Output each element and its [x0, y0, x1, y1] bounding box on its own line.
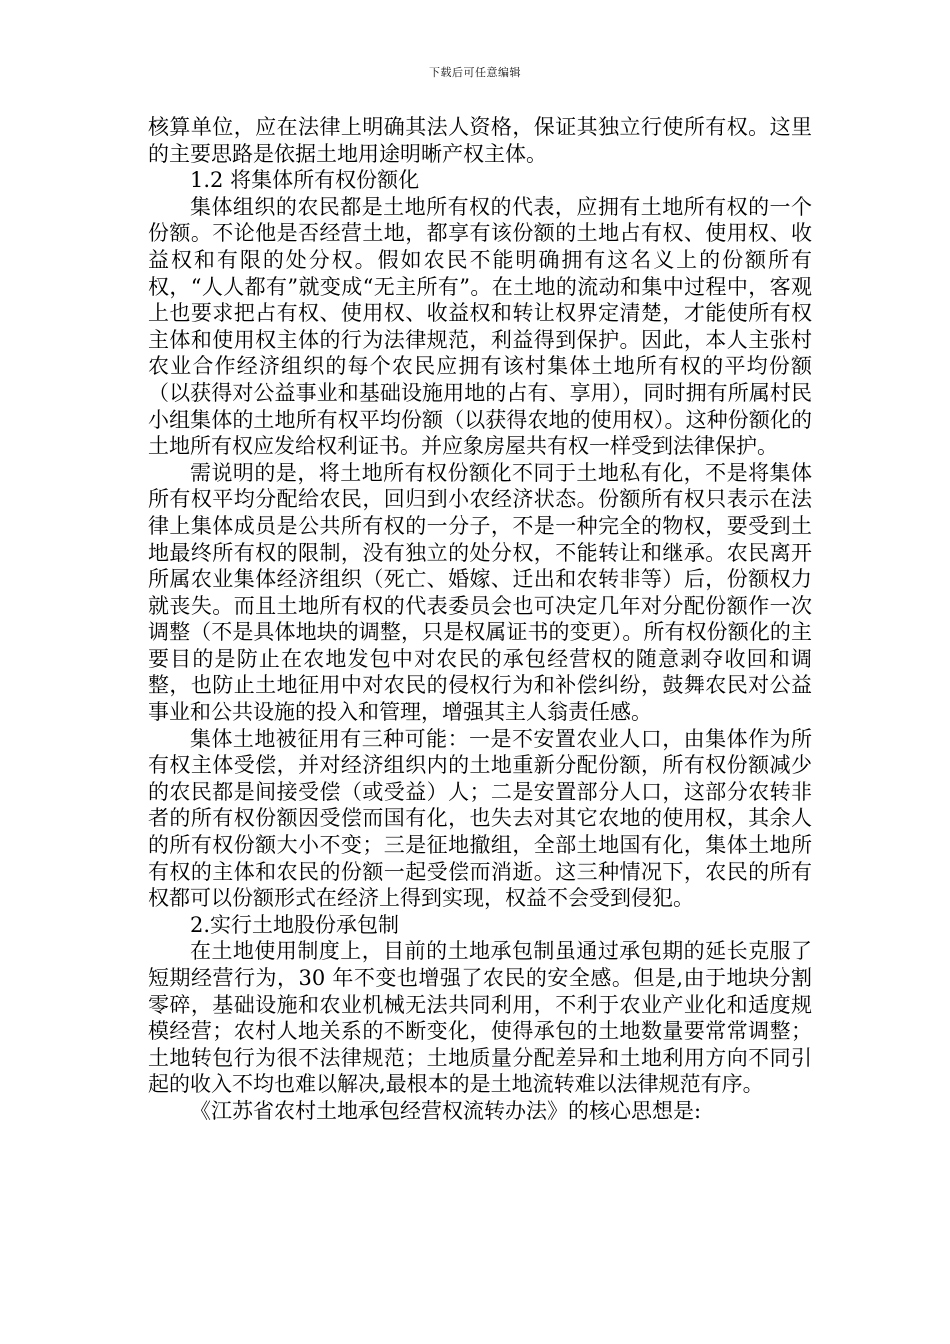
page-header: 下载后可任意编辑 — [429, 66, 521, 79]
paragraph-land-requisition: 集体土地被征用有三种可能：一是不安置农业人口，由集体作为所有权主体受偿，并对经济组织内的土地重新分配份额，所有权份额减少的农民都是间接受偿（或受益）人；二是安置部分人口，这部分农转非者的所有权份额因受偿而国有化，也失去对其它农地的使用权，其余人的所有权份额大小不变；三是征地撤组，全部土地国有化，集体土地所有权的主体和农民的份额一起受偿而消逝。这三种情况下，农民的所有权都可以份额形式在经济上得到实现，权益不会受到侵犯。 — [148, 726, 812, 911]
section-heading-2: 2.实行土地股份承包制 — [190, 912, 400, 937]
document-body — [148, 114, 812, 1125]
paragraph-contract-system: 在土地使用制度上，目前的土地承包制虽通过承包期的延长克服了短期经营行为，30 年不变也增强了农民的安全感。但是,由于地块分割零碎，基础设施和农业机械无法共同利用，不利于农业产业化和适度规模经营；农村人地关系的不断变化，使得承包的土地数量要常常调整；土地转包行为很不法律规范；土地质量分配差异和土地利用方向不同引起的收入不均也难以解决,最根本的是土地流转难以法律规范有序。 — [148, 939, 812, 1097]
section-heading-1-2: 1.2 将集体所有权份额化 — [190, 168, 420, 193]
paragraph-clarification: 需说明的是，将土地所有权份额化不同于土地私有化，不是将集体所有权平均分配给农民，回归到小农经济状态。份额所有权只表示在法律上集体成员是公共所有权的一分子，不是一种完全的物权，要受到土地最终所有权的限制，没有独立的处分权，不能转让和继承。农民离开所属农业集体经济组织（死亡、婚嫁、迁出和农转非等）后，份额权力就丧失。而且土地所有权的代表委员会也可决定几年对分配份额作一次调整（不是具体地块的调整，只是权属证书的变更）。所有权份额化的主要目的是防止在农地发包中对农民的承包经营权的随意剥夺收回和调整，也防止土地征用中对农民的侵权行为和补偿纠纷，鼓舞农民对公益事业和公共设施的投入和管理，增强其主人翁责任感。 — [148, 460, 812, 725]
paragraph-share-ownership: 集体组织的农民都是土地所有权的代表，应拥有土地所有权的一个份额。不论他是否经营土地，都享有该份额的土地占有权、使用权、收益权和有限的处分权。假如农民不能明确拥有这名义上的份额所有权，“人人都有”就变成“无主所有”。在土地的流动和集中过程中，客观上也要求把占有权、使用权、收益权和转让权界定清楚，才能使所有权主体和使用权主体的行为法律规范，利益得到保护。因此，本人主张村农业合作经济组织的每个农民应拥有该村集体土地所有权的平均份额（以获得对公益事业和基础设施用地的占有、享用），同时拥有所属村民小组集体的土地所有权平均份额（以获得农地的使用权）。这种份额化的土地所有权应发给权利证书。并应象房屋共有权一样受到法律保护。 — [148, 194, 812, 459]
paragraph-jiangsu-measures: 《江苏省农村土地承包经营权流转办法》的核心思想是: — [190, 1098, 702, 1123]
paragraph-continuation: 核算单位，应在法律上明确其法人资格，保证其独立行使所有权。这里的主要思路是依据土地用途明晰产权主体。 — [148, 115, 812, 166]
